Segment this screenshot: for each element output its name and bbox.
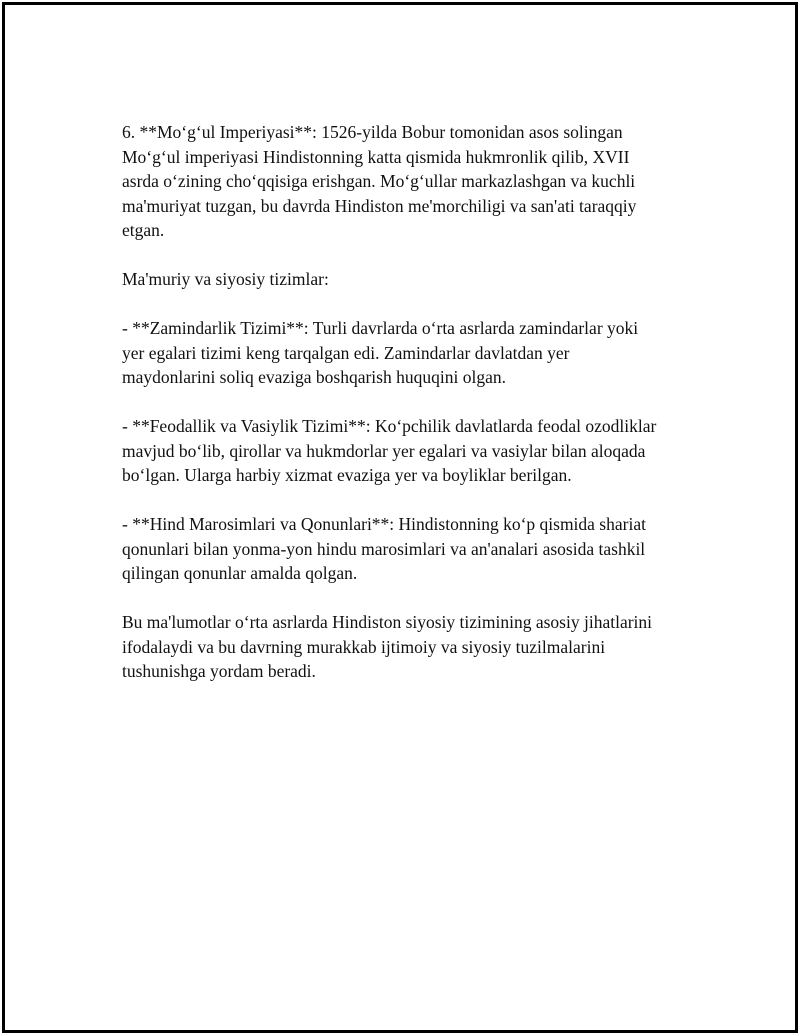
paragraph-mughal-empire: 6. **Mo‘g‘ul Imperiyasi**: 1526-yilda Bobur tomonidan asos solingan Mo‘g‘ul imperiyasi Hindistonning katta qismida hukmronlik qilib, XVII asrda o‘zining cho‘qqisiga erishgan. Mo‘g‘ullar markazlashgan va kuchli ma'muriyat tuzgan, bu davrda Hindiston me'morchiligi va san'ati taraqqiy etgan. <box>122 122 637 240</box>
paragraph-conclusion: Bu ma'lumotlar o‘rta asrlarda Hindiston siyosiy tizimining asosiy jihatlarini ifodalaydi va bu davrning murakkab ijtimoiy va siyosiy tuzilmalarini tushunishga yordam beradi. <box>122 612 653 681</box>
list-item-hindu-rites-laws: - **Hind Marosimlari va Qonunlari**: Hindistonning ko‘p qismida shariat qonunlari bilan yonma-yon hindu marosimlari va an'analari asosida tashkil qilingan qonunlar amalda qolgan. <box>122 514 646 583</box>
list-item-feudal-system: - **Feodallik va Vasiylik Tizimi**: Ko‘pchilik davlatlarda feodal ozodliklar mavjud bo‘lib, qirollar va hukmdorlar yer egalari va vasiylar bilan aloqada bo‘lgan. Ularga harbiy xizmat evaziga yer va boyliklar berilgan. <box>122 416 657 485</box>
page-border-frame <box>2 2 798 1033</box>
list-item-zamindari-system: - **Zamindarlik Tizimi**: Turli davrlarda o‘rta asrlarda zamindarlar yoki yer egalari tizimi keng tarqalgan edi. Zamindarlar davlatdan yer maydonlarini soliq evaziga boshqarish huquqini olgan. <box>122 318 639 387</box>
section-heading-administrative-systems: Ma'muriy va siyosiy tizimlar: <box>122 269 329 289</box>
document-body <box>122 120 702 684</box>
